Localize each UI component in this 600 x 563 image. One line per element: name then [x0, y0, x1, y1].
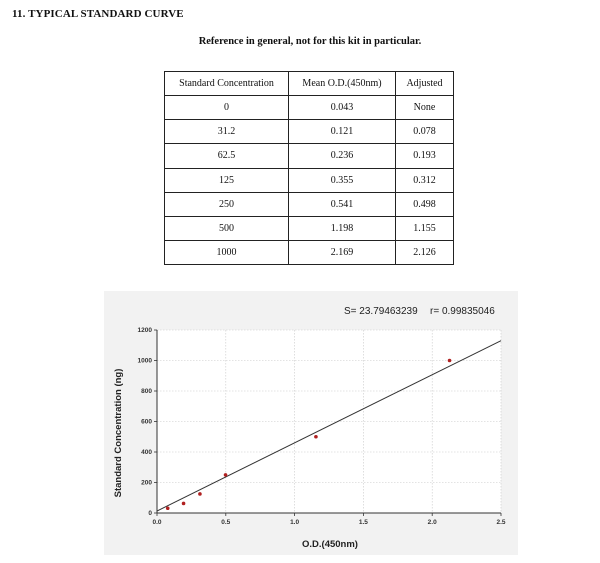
y-axis-label: Standard Concentration (ng) [113, 368, 124, 498]
x-tick-label: 1.0 [290, 519, 300, 526]
cell-adjusted: 1.155 [396, 216, 454, 240]
standard-curve-table [164, 71, 454, 265]
cell-mean-od: 0.236 [289, 144, 396, 168]
table-row [165, 192, 454, 216]
cell-adjusted: 0.078 [396, 120, 454, 144]
header-standard-concentration: Standard Concentration [165, 72, 289, 96]
data-point [224, 473, 228, 477]
cell-adjusted: 0.498 [396, 192, 454, 216]
x-tick-label: 2.5 [496, 519, 506, 526]
section-title: 11. TYPICAL STANDARD CURVE [12, 8, 184, 20]
header-adjusted: Adjusted [396, 72, 454, 96]
cell-mean-od: 0.541 [289, 192, 396, 216]
data-point [182, 502, 186, 506]
data-point [198, 492, 202, 496]
cell-mean-od: 0.043 [289, 96, 396, 120]
y-tick-label: 1200 [137, 327, 152, 335]
cell-adjusted: 2.126 [396, 241, 454, 265]
header-mean-od: Mean O.D.(450nm) [289, 72, 396, 96]
cell-mean-od: 0.355 [289, 168, 396, 192]
cell-concentration: 1000 [165, 241, 289, 265]
data-point [314, 435, 318, 439]
y-tick-label: 0 [148, 510, 152, 518]
standard-curve-chart [104, 291, 518, 555]
cell-concentration: 0 [165, 96, 289, 120]
cell-mean-od: 2.169 [289, 241, 396, 265]
table-row [165, 241, 454, 265]
table-row [165, 216, 454, 240]
table-row [165, 144, 454, 168]
cell-concentration: 500 [165, 216, 289, 240]
cell-concentration: 62.5 [165, 144, 289, 168]
chart-svg [104, 291, 518, 555]
subtitle: Reference in general, not for this kit in particular. [198, 36, 422, 47]
cell-concentration: 250 [165, 192, 289, 216]
x-tick-label: 2.0 [427, 519, 437, 526]
table-header-row [165, 72, 454, 96]
data-point [166, 506, 170, 510]
x-axis-label: O.D.(450nm) [302, 539, 358, 550]
cell-concentration: 125 [165, 168, 289, 192]
y-tick-label: 800 [141, 388, 152, 396]
y-tick-label: 600 [141, 418, 152, 426]
cell-mean-od: 0.121 [289, 120, 396, 144]
equation-s-label: S= 23.79463239 [344, 306, 418, 317]
table-row [165, 120, 454, 144]
x-tick-label: 0.0 [152, 519, 162, 526]
x-tick-label: 0.5 [221, 519, 231, 526]
cell-adjusted: None [396, 96, 454, 120]
x-tick-label: 1.5 [358, 519, 368, 526]
cell-mean-od: 1.198 [289, 216, 396, 240]
table-row [165, 96, 454, 120]
table-row [165, 168, 454, 192]
y-tick-label: 1000 [137, 357, 152, 365]
cell-adjusted: 0.193 [396, 144, 454, 168]
y-tick-label: 200 [141, 479, 152, 487]
cell-concentration: 31.2 [165, 120, 289, 144]
cell-adjusted: 0.312 [396, 168, 454, 192]
data-point [448, 359, 452, 363]
equation-r-label: r= 0.99835046 [430, 306, 495, 317]
y-tick-label: 400 [141, 449, 152, 457]
